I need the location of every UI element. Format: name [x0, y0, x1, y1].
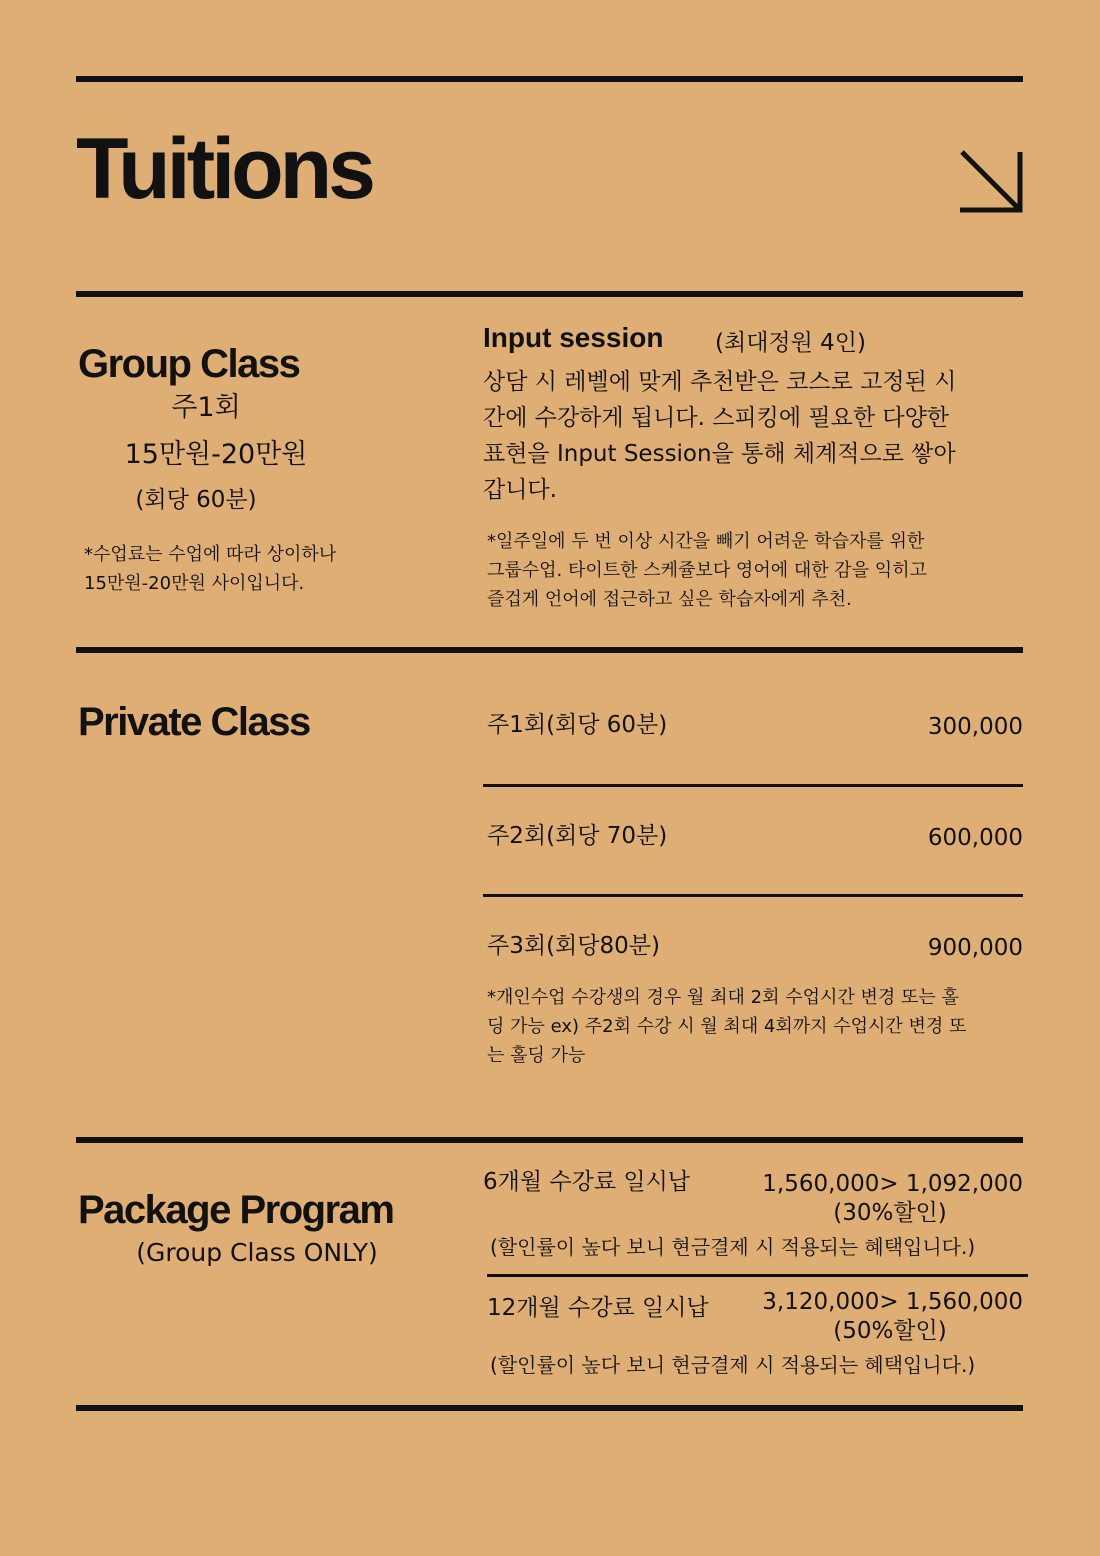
session-note-1: *일주일에 두 번 이상 시간을 빼기 어려운 학습자를 위한	[487, 531, 925, 552]
section-divider	[76, 647, 1023, 653]
session-note-3: 즐겁게 언어에 접근하고 싶은 학습자에게 추천.	[487, 589, 852, 610]
private-row-label: 주3회(회당80분)	[487, 933, 660, 959]
private-row-price: 600,000	[927, 825, 1023, 851]
group-class-note-1: *수업료는 수업에 따라 상이하나	[84, 544, 337, 565]
session-desc-4: 갑니다.	[483, 477, 557, 503]
row-divider	[483, 894, 1023, 897]
private-row-label: 주2회(회당 70분)	[487, 823, 668, 849]
group-class-heading: Group Class	[78, 342, 300, 386]
session-capacity: (최대정원 4인)	[715, 330, 866, 356]
private-note-2: 딩 가능 ex) 주2회 수강 시 월 최대 4회까지 수업시간 변경 또	[487, 1016, 967, 1037]
bottom-divider	[76, 1405, 1023, 1411]
row-divider	[487, 1274, 1028, 1277]
package-subheading: (Group Class ONLY)	[136, 1238, 378, 1267]
page-title: Tuitions	[76, 121, 373, 217]
session-desc-2: 간에 수강하게 됩니다. 스피킹에 필요한 다양한	[483, 405, 950, 431]
private-row-label: 주1회(회당 60분)	[487, 712, 668, 738]
session-desc-3: 표현을 Input Session을 통해 체계적으로 쌓아	[483, 441, 956, 467]
package-item-label: 6개월 수강료 일시납	[483, 1169, 690, 1195]
package-item-note: (할인률이 높다 보니 현금결제 시 적용되는 혜택입니다.)	[490, 1235, 976, 1259]
package-item-discount: (30%할인)	[833, 1200, 947, 1226]
private-row-price: 300,000	[927, 714, 1023, 740]
package-item-note: (할인률이 높다 보니 현금결제 시 적용되는 혜택입니다.)	[490, 1353, 976, 1377]
group-class-duration: (회당 60분)	[135, 487, 257, 513]
arrow-down-right-icon	[956, 146, 1026, 216]
row-divider	[483, 784, 1023, 787]
private-note-3: 는 홀딩 가능	[487, 1045, 586, 1066]
package-item-discount: (50%할인)	[833, 1318, 947, 1344]
session-desc-1: 상담 시 레벨에 맞게 추천받은 코스로 고정된 시	[483, 369, 957, 395]
private-row-price: 900,000	[927, 935, 1023, 961]
group-class-note-2: 15만원-20만원 사이입니다.	[84, 573, 305, 594]
section-divider	[76, 1137, 1023, 1143]
package-item-label: 12개월 수강료 일시납	[487, 1295, 709, 1321]
private-class-heading: Private Class	[78, 700, 310, 744]
package-item-price: 1,560,000> 1,092,000	[762, 1171, 1023, 1197]
section-divider	[76, 291, 1023, 297]
top-divider	[76, 76, 1023, 82]
session-note-2: 그룹수업. 타이트한 스케쥴보다 영어에 대한 감을 익히고	[487, 560, 927, 581]
session-title: Input session	[483, 322, 664, 353]
package-item-price: 3,120,000> 1,560,000	[762, 1289, 1023, 1315]
group-class-frequency: 주1회	[171, 392, 241, 423]
package-heading: Package Program	[78, 1188, 394, 1232]
private-note-1: *개인수업 수강생의 경우 월 최대 2회 수업시간 변경 또는 홀	[487, 987, 959, 1008]
group-class-price: 15만원-20만원	[124, 439, 308, 470]
